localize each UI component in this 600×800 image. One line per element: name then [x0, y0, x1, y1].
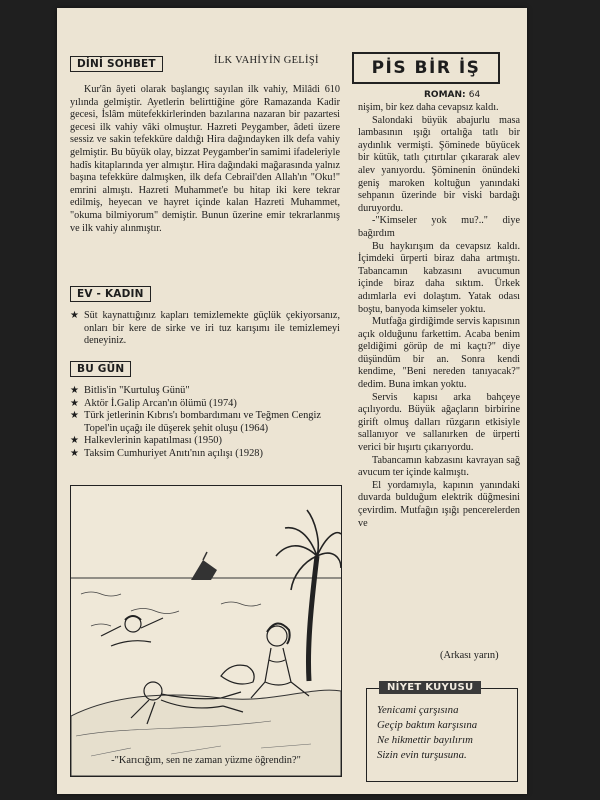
poem-line: Sizin evin turşusuna.	[377, 749, 467, 761]
niyet-kuyusu-header: NİYET KUYUSU	[379, 681, 481, 694]
star-icon: ★	[70, 410, 79, 422]
roman-paragraph: Mutfağa girdiğimde servis kapısının açık olduğunu farkettim. Acaba benim geldiğimi görüp de mi kaçtı?" diye düşündüm bir an. Sonra kendi kendime, "Beni nereden tanıyacak?" dedim. Buna imkan yoktu.	[358, 316, 520, 391]
roman-number-label: ROMAN: 64	[424, 90, 481, 100]
roman-title: PİS BİR İŞ	[352, 52, 500, 84]
roman-text	[358, 102, 520, 530]
cartoon-panel	[70, 485, 342, 777]
roman-paragraph: Salondaki büyük abajurlu masa lambasının ışığı ortalığa tatlı bir aydınlık vermişti. Şöminede büyücek bir kütük, tatlı çıtırtılar çıkararak alev alev yanıyordu. Şöminenin önündeki geniş maroken koltuğun yanındaki sehpanın üzerinde bir viski bardağı duruyordu.	[358, 114, 520, 214]
list-item: ★ Bitlis'in "Kurtuluş Günü"	[70, 385, 190, 396]
dini-sohbet-title: İLK VAHİYİN GELİŞİ	[214, 55, 319, 66]
list-item: ★ Halkevlerinin kapatılması (1950)	[70, 435, 222, 447]
list-item: ★ Türk jetlerinin Kıbrıs'ı bombardımanı ve Teğmen Cengiz Topel'in uçağı ile düşerek şehit oluşu (1964)	[70, 410, 321, 434]
roman-paragraph: nişim, bir kez daha cevapsız kaldı.	[358, 102, 499, 113]
dini-sohbet-header: DİNİ SOHBET	[70, 56, 163, 72]
star-icon: ★	[70, 397, 79, 409]
cartoon-caption: -"Karıcığım, sen ne zaman yüzme öğrendin?"	[111, 755, 301, 766]
star-icon: ★	[70, 447, 79, 459]
star-icon: ★	[70, 385, 79, 396]
poem-line: Yenicami çarşısına	[377, 704, 459, 716]
star-icon: ★	[70, 435, 79, 447]
roman-paragraph: El yordamıyla, kapının yanındaki duvarda bulduğum elektrik düğmesini çevirdim. Mutfağın ışığı pencerelerden ve	[358, 479, 520, 529]
poem-line: Geçip baktım karşısına	[377, 719, 478, 731]
bu-gun-list	[70, 385, 340, 461]
ev-kadin-header: EV - KADIN	[70, 286, 151, 302]
roman-paragraph: Servis kapısı arka bahçeye açılıyordu. Büyük ağaçların birbirine girift olmuş dalları rüzgarın etkisiyle sallanıyor ve sallanırken de ürperti verici bir hışırtı çıkarıyordu.	[358, 391, 520, 454]
ev-kadin-item	[70, 310, 340, 348]
dini-sohbet-section	[70, 52, 340, 235]
roman-paragraph: Bu haykırışım da cevapsız kaldı. İçimdeki ürperti biraz daha artmıştı. Tabancamın kabzasını avucumun içinde biraz daha sıktım. Ürkek adımlarla evi dolaştım. Yatak odası boştu, banyoda kimseler yoktu.	[358, 240, 520, 315]
poem-line: Ne hikmettir bayılırım	[377, 734, 473, 746]
roman-paragraph: -"Kimseler yok mu?.." diye bağırdım	[358, 215, 520, 239]
dini-sohbet-text: Kur'ân âyeti olarak başlangıç sayılan ilk vahiy, Milâdi 610 yılında gelmiştir. Ayetlerin belirttiğine göre Ramazanda Kadir gecesi, İslâm mütefekkirlerinden bazılarına nazaran bir pazartesi gecesi ilk vahiy vâki olmuştur. Hazreti Peygamber, âdeti üzere sessiz ve sakin tefekküre daldığı Hira dağındayken ilk defa vahiy gelmiştir. Bu büyük olay, bizzat Peygamber'in samimi ifadeleriyle hadîs kitaplarında yer almıştır. Hira dağındaki mağarasında yalnız başına tefekküre dalmışken, ilk defa Cebrail'den Allah'ın "Oku!" emrini almıştı. Hazreti Muhammet'e bu hitap iki kere tekrar edilmiş, heyecan ve hayret içinde kalan Hazreti Muhammet, "okuma bilmiyorum" demiştir. Bunun üzerine emir tekrarlanmış ve ilk vahiy alınmıştır.	[70, 84, 340, 234]
roman-paragraph: Tabancamın kabzasını kavrayan sağ avucum ter içinde kalmıştı.	[358, 454, 520, 479]
ev-kadin-section	[70, 282, 340, 348]
roman-continued: (Arkası yarın)	[440, 650, 499, 661]
ev-kadin-text: Süt kaynattığınız kapları temizlemekte güçlük çekiyorsanız, onları bir kere de sirke ve iri tuz karışımı ile temizlemeyi deneyiniz.	[84, 310, 340, 347]
bu-gun-section	[70, 357, 340, 461]
cartoon-drawing	[71, 486, 341, 776]
list-item: ★ Aktör İ.Galip Arcan'ın ölümü (1974)	[70, 397, 237, 409]
list-item: ★ Taksim Cumhuriyet Anıtı'nın açılışı (1928)	[70, 447, 263, 459]
niyet-kuyusu-poem	[377, 703, 512, 763]
niyet-kuyusu-box	[366, 682, 518, 782]
star-icon: ★	[70, 310, 79, 321]
bu-gun-header: BU GÜN	[70, 361, 131, 377]
roman-number: 64	[468, 90, 481, 100]
